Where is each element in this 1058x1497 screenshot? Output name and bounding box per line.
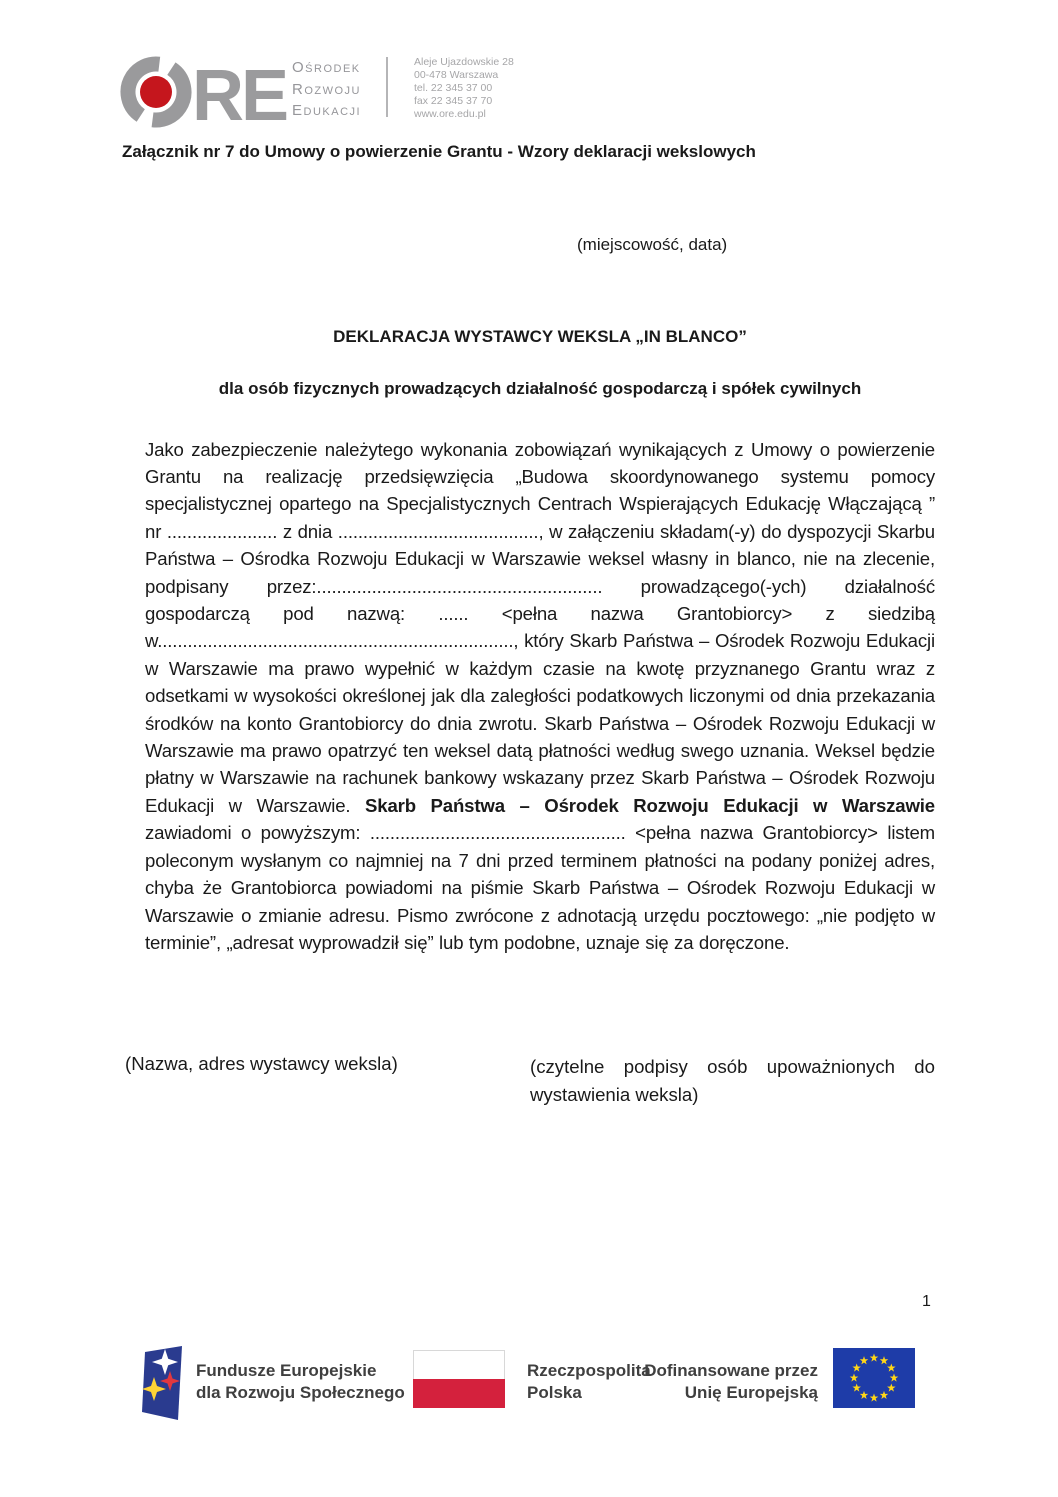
- poland-label-line: Rzeczpospolita: [527, 1361, 651, 1380]
- poland-flag-icon: [413, 1350, 505, 1408]
- declaration-body: [145, 436, 935, 957]
- website-line: www.ore.edu.pl: [414, 108, 486, 120]
- body-text-bold: Skarb Państwa – Ośrodek Rozwoju Edukacji w Warszawie: [365, 794, 935, 816]
- attachment-title: Załącznik nr 7 do Umowy o powierzenie Grantu - Wzory deklaracji wekslowych: [122, 142, 756, 161]
- ore-logo-mark: [120, 56, 192, 128]
- eu-funding-label: [620, 1360, 818, 1404]
- poland-label-line: Polska: [527, 1383, 582, 1402]
- org-name-line: Rozwoju: [292, 80, 361, 98]
- page-number: 1: [922, 1293, 931, 1310]
- address-line: Aleje Ujazdowskie 28: [414, 56, 514, 68]
- header-divider: [386, 57, 388, 117]
- declaration-title: DEKLARACJA WYSTAWCY WEKSLA „IN BLANCO”: [333, 327, 747, 346]
- org-name-line: Edukacji: [292, 102, 362, 119]
- signature-left-label: (Nazwa, adres wystawcy weksla): [125, 1053, 398, 1074]
- declaration-subtitle: dla osób fizycznych prowadzących działalność gospodarczą i spółek cywilnych: [218, 379, 862, 398]
- address-line: 00-478 Warszawa: [414, 69, 499, 81]
- ore-logo-letters: RE: [192, 56, 287, 136]
- address-line: tel. 22 345 37 00: [414, 82, 493, 94]
- address-line: fax 22 345 37 70: [414, 95, 493, 107]
- european-funds-flag-icon: [142, 1346, 182, 1420]
- org-name-line: Ośrodek: [292, 59, 361, 76]
- eu-funds-label-line: Fundusze Europejskie: [196, 1361, 377, 1380]
- ore-org-name: [292, 57, 361, 122]
- eu-funding-label-line: Dofinansowane przez: [644, 1361, 818, 1380]
- european-funds-label: [196, 1360, 405, 1404]
- eu-funds-label-line: dla Rozwoju Społecznego: [196, 1383, 405, 1402]
- eu-funding-label-line: Unię Europejską: [684, 1383, 818, 1402]
- ore-red-dot-icon: [140, 76, 172, 108]
- ore-address-block: [414, 56, 514, 121]
- body-text-part1: Jako zabezpieczenie należytego wykonania zobowiązań wynikających z Umowy o powierzenie Grantu na realizację przedsięwzięcia „Budowa skoordynowanego systemu pomocy specjalistycznej opartego na Specjalistycznych Centrach Wspierających Edukację Włączającą ” nr ...................... z dnia ........................................, w załączeniu składam(-y) do dyspozycji Skarbu Państwa – Ośrodka Rozwoju Edukacji w Warszawie weksel własny in blanco, nie na zlecenie, podpisany przez:......................................................... prowadzącego(-ych) działalność gospodarczą pod nazwą: ...... <pełna nazwa Grantobiorcy> z siedzibą w......................................................................., który Skarb Państwa – Ośrodek Rozwoju Edukacji w Warszawie ma prawo wypełnić w każdym czasie na kwotę przyznanego Grantu wraz z odsetkami w wysokości określonej jak dla zaległości podatkowych liczonymi od dnia przekazania środków na konto Grantobiorcy do dnia zwrotu. Skarb Państwa – Ośrodek Rozwoju Edukacji w Warszawie ma prawo opatrzyć ten weksel datą płatności według swego uznania. Weksel będzie płatny w Warszawie na rachunek bankowy wskazany przez Skarb Państwa – Ośrodek Rozwoju Edukacji w Warszawie.: [145, 438, 935, 816]
- body-text-part2: zawiadomi o powyższym: ................................................... <pełna nazwa Grantobiorcy> listem poleconym wysłanym co najmniej na 7 dni przed terminem płatności na podany poniżej adres, chyba że Grantobiorca powiadomi na piśmie Skarb Państwa – Ośrodek Rozwoju Edukacji w Warszawie o zmianie adresu. Pismo zwrócone z adnotacją urzędu pocztowego: „nie podjęto w terminie”, „adresat wyprowadził się” lub tym podobne, uznaje się za doręczone.: [145, 822, 935, 953]
- place-date-label: (miejscowość, data): [577, 235, 728, 254]
- signature-right-label: (czytelne podpisy osób upoważnionych do wystawienia weksla): [530, 1056, 935, 1105]
- eu-flag-icon: [833, 1348, 915, 1408]
